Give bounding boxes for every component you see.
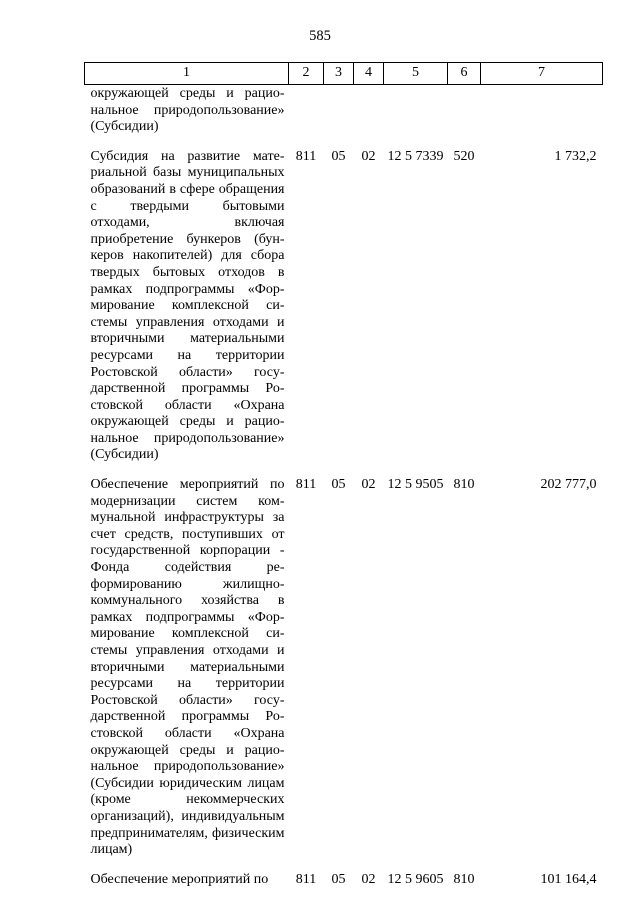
row-spacer <box>85 136 603 149</box>
row-code-ministry: 811 <box>295 477 317 493</box>
row-description: Обеспечение мероприятий по модернизации систем коммунальной инфраструктуры за счет средств, поступивших от государственной корпорации - Фонда содействия реформированию жилищно-коммунального хозяйства в рамках подпрограммы «Формирование комплексной системы управления отходами и вторичными материальными ресурсами на территории Ростовской области» государственной программы Ростовской области «Охрана окружающей среды и рациональное природопользование» (Субсидии юридическим лицам (кроме некоммерческих организаций), индивидуальным предпринимателям, физическим лицам) <box>90 477 285 858</box>
row-code-expense-type <box>448 85 481 136</box>
row-code-ministry <box>289 85 324 136</box>
row-description: Обеспечение мероприятий по <box>90 871 269 887</box>
row-code-target: 12 5 9605 <box>387 871 444 887</box>
column-header-6: 6 <box>448 63 481 85</box>
row-code-section: 05 <box>331 148 346 164</box>
row-code-target: 12 5 7339 <box>387 148 444 164</box>
row-amount: 1 732,2 <box>554 148 597 164</box>
column-header-1: 1 <box>85 63 289 85</box>
row-description: окружающей среды и рациональное природопользование» (Субсидии) <box>90 86 285 135</box>
row-code-target <box>384 85 448 136</box>
table-row <box>85 149 603 464</box>
row-spacer <box>85 464 603 477</box>
row-code-section <box>324 85 354 136</box>
row-code-subsection: 02 <box>361 477 376 493</box>
table-header-row <box>85 63 603 85</box>
row-amount: 202 777,0 <box>540 477 597 493</box>
row-spacer <box>85 859 603 872</box>
row-code-section: 05 <box>331 871 346 887</box>
table-row <box>85 85 603 136</box>
row-code-section: 05 <box>331 477 346 493</box>
row-code-subsection: 02 <box>361 871 376 887</box>
column-header-5: 5 <box>384 63 448 85</box>
row-code-subsection <box>354 85 384 136</box>
column-header-2: 2 <box>289 63 324 85</box>
row-code-ministry: 811 <box>295 148 317 164</box>
row-code-expense-type: 810 <box>453 871 475 887</box>
budget-table <box>84 62 603 888</box>
row-description: Субсидия на развитие материальной базы муниципальных образований в сфере обращения с твердыми бытовыми отходами, включая приобретение бункеров (бункеров накопителей) для сбора твердых бытовых отходов в рамках подпрограммы «Формирование комплексной системы управления отходами и вторичными материальными ресурсами на территории Ростовской области» государственной программы Ростовской области «Охрана окружающей среды и рациональное природопользование» (Субсидии) <box>90 148 285 463</box>
row-code-target: 12 5 9505 <box>387 477 444 493</box>
column-header-4: 4 <box>354 63 384 85</box>
table-row <box>85 872 603 889</box>
row-code-expense-type: 520 <box>453 148 475 164</box>
row-code-subsection: 02 <box>361 148 376 164</box>
column-header-3: 3 <box>324 63 354 85</box>
row-amount: 101 164,4 <box>540 871 597 887</box>
row-code-ministry: 811 <box>295 871 317 887</box>
table-row <box>85 477 603 859</box>
row-code-expense-type: 810 <box>453 477 475 493</box>
row-amount <box>481 85 603 136</box>
page-number: 585 <box>309 28 331 44</box>
column-header-7: 7 <box>481 63 603 85</box>
